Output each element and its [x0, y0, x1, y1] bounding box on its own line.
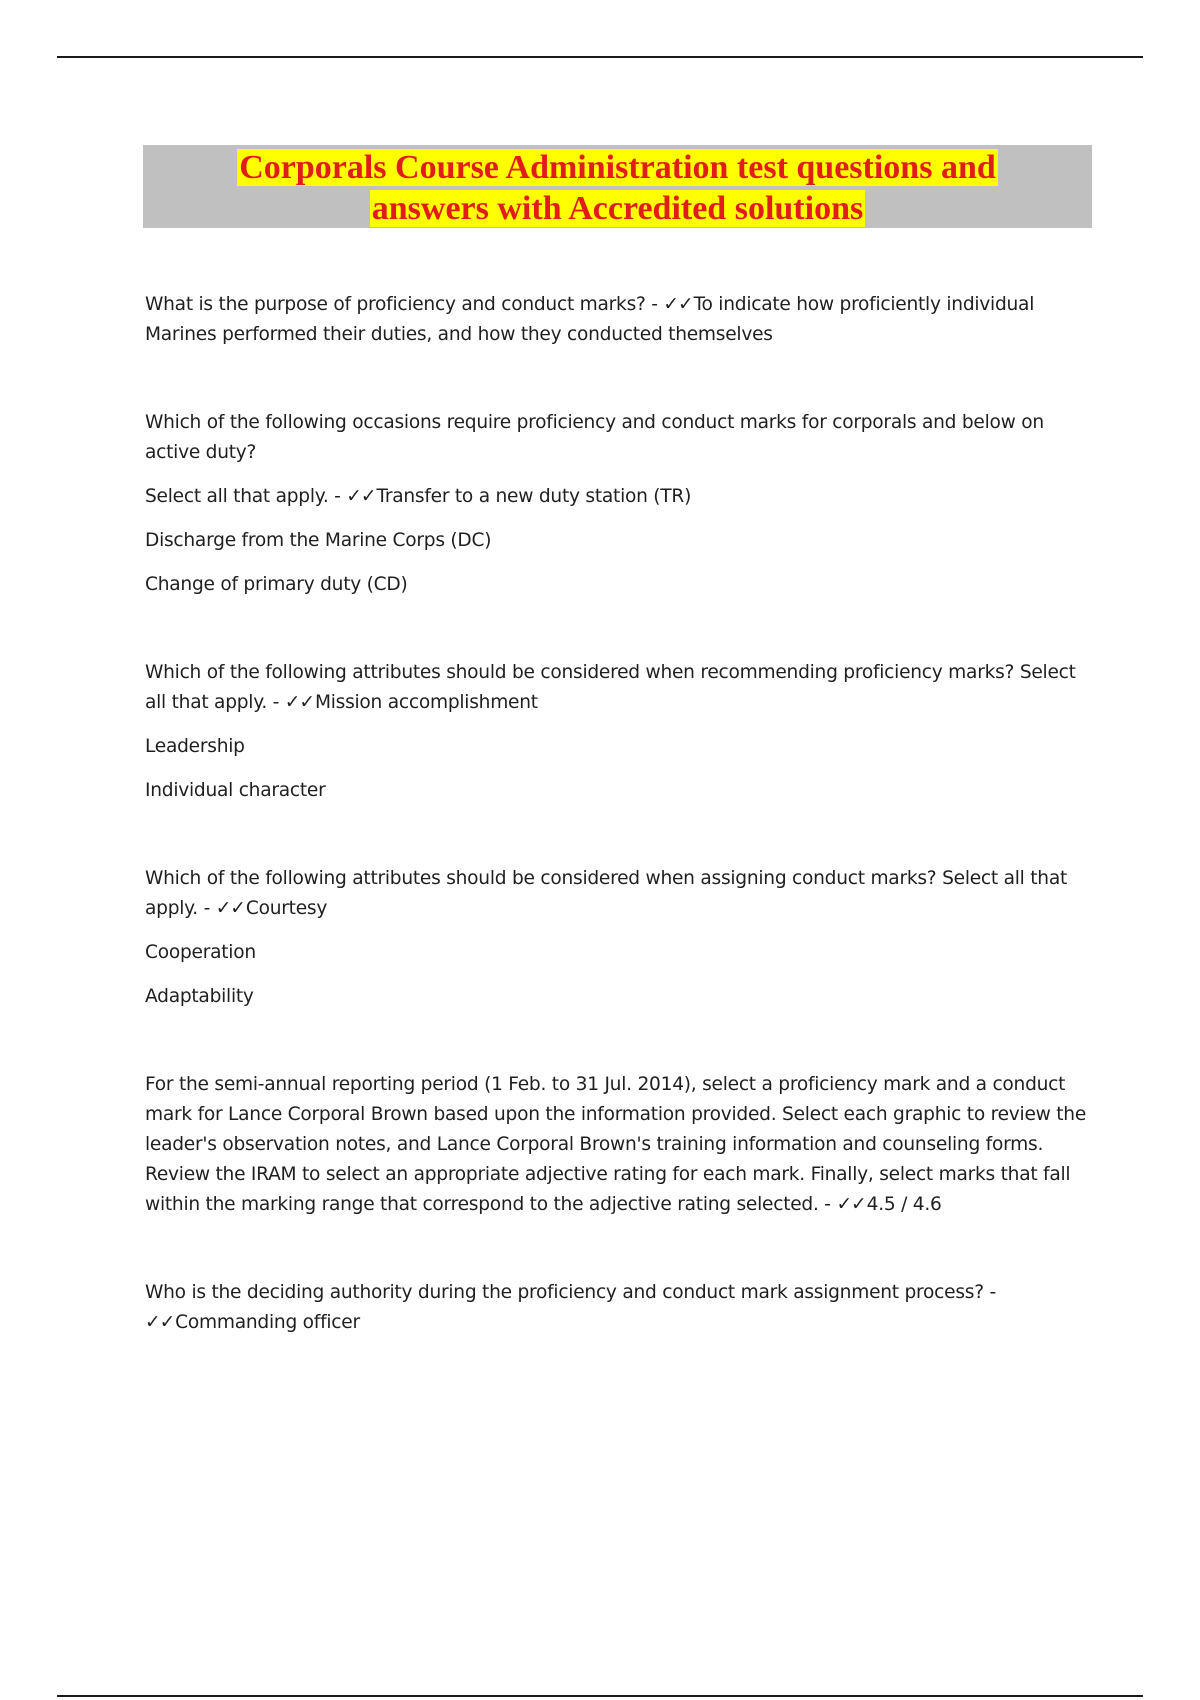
qa-item-1 — [145, 290, 1090, 350]
qa-list — [145, 290, 1090, 1396]
top-rule — [57, 56, 1143, 58]
answer-line: Leadership — [145, 736, 245, 757]
answer-text: 4.5 / 4.6 — [866, 1194, 942, 1215]
question-text: Who is the deciding authority during the proficiency and conduct mark assignment process? - — [145, 1282, 996, 1303]
qa-item-5 — [145, 1070, 1090, 1220]
answer-text: Transfer to a new duty station (TR) — [376, 486, 692, 507]
title-line-2: answers with Accredited solutions — [371, 190, 864, 227]
question-text: Which of the following attributes should be considered when recommending proficiency marks? Select all that apply. - — [145, 662, 1076, 713]
answer-text: Commanding officer — [175, 1312, 360, 1333]
question-paragraph — [145, 1070, 1090, 1220]
double-check-icon: ✓✓ — [663, 294, 693, 315]
question-text: Select all that apply. - — [145, 486, 347, 507]
answer-line: Individual character — [145, 780, 326, 801]
title-line-1: Corporals Course Administration test questions and — [239, 149, 996, 186]
question-paragraph — [145, 1278, 1090, 1338]
answer-line: Adaptability — [145, 986, 254, 1007]
qa-item-3 — [145, 658, 1090, 806]
answer-line: Cooperation — [145, 942, 256, 963]
question-text: Which of the following attributes should be considered when assigning conduct marks? Select all that apply. - — [145, 868, 1068, 919]
question-text: For the semi-annual reporting period (1 Feb. to 31 Jul. 2014), select a proficiency mark and a conduct mark for Lance Corporal Brown based upon the information provided. Select each graphic to review the leader's observation notes, and Lance Corporal Brown's training information and counseling forms. Review the IRAM to select an appropriate adjective rating for each mark. Finally, select marks that fall within the marking range that correspond to the adjective rating selected. - — [145, 1074, 1087, 1215]
question-paragraph — [145, 658, 1090, 718]
question-paragraph — [145, 290, 1090, 350]
answer-text: Courtesy — [245, 898, 328, 919]
title-banner — [143, 145, 1092, 228]
double-check-icon: ✓✓ — [346, 486, 376, 507]
answer-line: Change of primary duty (CD) — [145, 574, 408, 595]
bottom-rule — [57, 1695, 1143, 1697]
question-paragraph — [145, 864, 1090, 924]
double-check-icon: ✓✓ — [145, 1312, 175, 1333]
answer-text: Mission accomplishment — [314, 692, 538, 713]
answer-text: To indicate how proficiently individual Marines performed their duties, and how they conducted themselves — [145, 294, 1035, 345]
qa-item-2 — [145, 408, 1090, 600]
qa-item-6 — [145, 1278, 1090, 1338]
question-paragraph: Which of the following occasions require proficiency and conduct marks for corporals and below on active duty? — [145, 412, 1044, 463]
answer-line: Discharge from the Marine Corps (DC) — [145, 530, 492, 551]
double-check-icon: ✓✓ — [215, 898, 245, 919]
question-text: What is the purpose of proficiency and conduct marks? - — [145, 294, 664, 315]
double-check-icon: ✓✓ — [284, 692, 314, 713]
double-check-icon: ✓✓ — [836, 1194, 866, 1215]
question-paragraph — [145, 482, 1090, 512]
qa-item-4 — [145, 864, 1090, 1012]
